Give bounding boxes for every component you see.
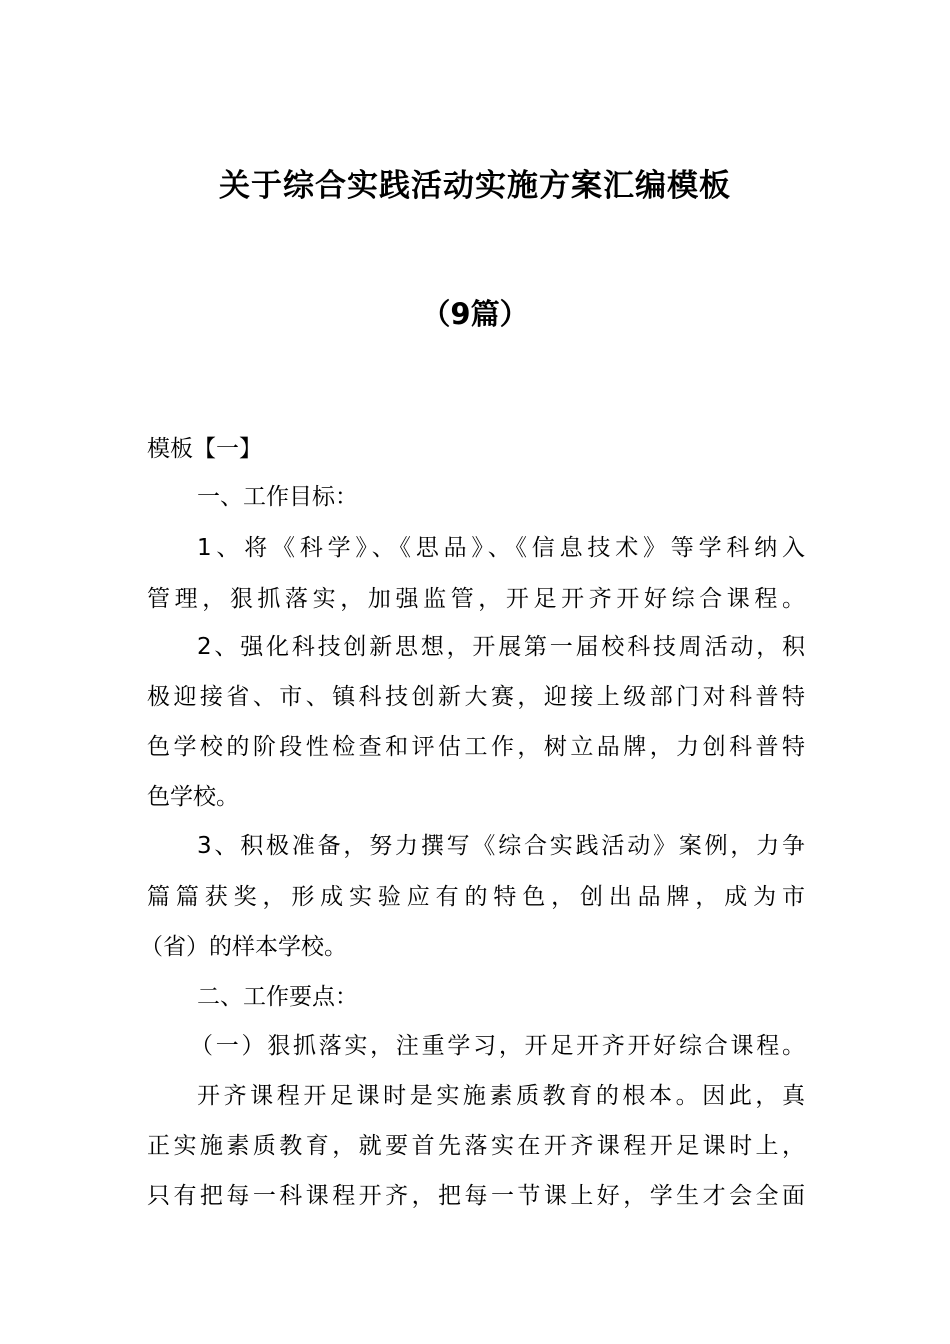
subheading: 二、工作要点： — [197, 984, 358, 1010]
paragraph-line: （省）的样本学校。 — [140, 934, 347, 960]
paragraph-line: 色学校的阶段性检查和评估工作，树立品牌，力创科普特 — [147, 734, 805, 760]
document-title: 关于综合实践活动实施方案汇编模板 — [219, 168, 731, 204]
document-subtitle: （9篇） — [421, 297, 529, 331]
paragraph-line: 管理，狠抓落实，加强监管，开足开齐开好综合课程。 — [147, 586, 805, 612]
paragraph-line: 1、将《科学》、《思品》、《信息技术》等学科纳入 — [197, 535, 805, 561]
paragraph-line: （一）狠抓落实，注重学习，开足开齐开好综合课程。 — [190, 1033, 805, 1059]
section-heading: 模板【一】 — [147, 436, 262, 462]
paragraph-line: 2、强化科技创新思想，开展第一届校科技周活动，积 — [197, 634, 805, 660]
paragraph-line: 极迎接省、市、镇科技创新大赛，迎接上级部门对科普特 — [147, 684, 805, 710]
subheading: 一、工作目标： — [197, 484, 358, 510]
paragraph-line: 正实施素质教育，就要首先落实在开齐课程开足课时上， — [147, 1133, 805, 1159]
paragraph-line: 开齐课程开足课时是实施素质教育的根本。因此，真 — [197, 1083, 805, 1109]
paragraph-line: 只有把每一科课程开齐，把每一节课上好，学生才会全面 — [147, 1183, 805, 1209]
paragraph-line: 3、积极准备，努力撰写《综合实践活动》案例，力争 — [197, 833, 805, 859]
paragraph-line: 色学校。 — [147, 784, 239, 810]
paragraph-line: 篇篇获奖，形成实验应有的特色，创出品牌，成为市 — [147, 884, 805, 910]
